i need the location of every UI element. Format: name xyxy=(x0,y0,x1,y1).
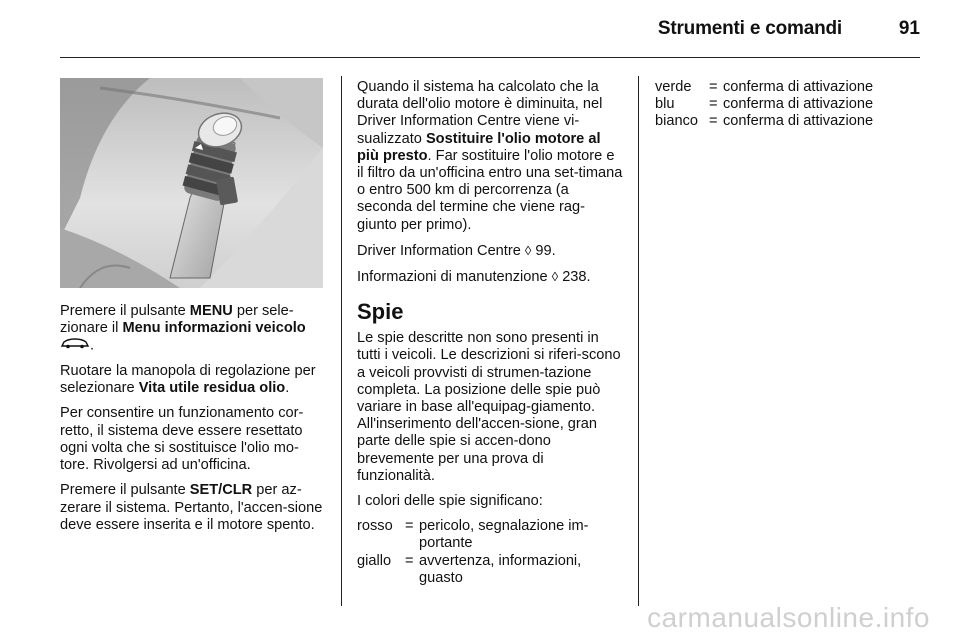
color-meaning: pericolo, segnalazione im-portante xyxy=(419,518,589,552)
color-name: giallo xyxy=(357,552,392,569)
color-name: verde xyxy=(655,79,692,95)
watermark: carmanualsonline.info xyxy=(647,602,930,633)
reference-maintenance xyxy=(357,268,623,286)
car-icon xyxy=(60,337,90,354)
reference-page: 238. xyxy=(558,269,591,286)
text: Ruotare la manopola di regolazione per selezionare xyxy=(60,363,316,397)
menu-name: Menu informazioni veicolo xyxy=(122,320,306,337)
color-meaning-table xyxy=(655,79,915,131)
text: . xyxy=(285,380,290,397)
text: Premere il pulsante xyxy=(60,482,190,499)
page-reference-icon: ◊ xyxy=(524,242,532,258)
section-heading: Spie xyxy=(357,299,404,325)
column-divider-1 xyxy=(341,76,342,606)
paragraph-oil-change xyxy=(357,79,623,234)
paragraph-colors-intro: I colori delle spie significano: xyxy=(357,493,543,510)
page-reference-icon: ◊ xyxy=(551,269,559,285)
message-name: Sostituire l'olio motore al più presto xyxy=(357,130,601,164)
text: . Far sostituire l'olio motore e il filtro da un'officina entro una set-timana o entro 500 km di percorrenza (a seconda del termine che viene rag-giunto per primo). xyxy=(357,147,623,233)
stalk-control-photo xyxy=(60,78,323,288)
reference-driver-info xyxy=(357,242,623,260)
equals-sign: = xyxy=(709,79,718,95)
color-meaning-table xyxy=(357,518,623,587)
table-row xyxy=(655,96,915,113)
paragraph-rotate xyxy=(60,363,326,397)
stalk-illustration xyxy=(60,78,323,288)
paragraph-spie: Le spie descritte non sono presenti in tutti i veicoli. Le descrizioni si riferi-scono a veicoli provvisti di strumen-tazione completa. La posizione delle spie può variare in base all'equipag-giamento. All'inserimento dell'accen-sione, gran parte delle spie si accen-dono brevemente per una prova di funzionalità. xyxy=(357,330,621,484)
equals-sign: = xyxy=(405,518,414,535)
paragraph-reset-info: Per consentire un funzionamento cor-retto, il sistema deve essere resettato ogni volta che si sostituisce l'olio mo-tore. Rivolgersi ad un'officina. xyxy=(60,405,304,474)
text: per az-zerare il sistema. Pertanto, l'accen-sione deve essere inserita e il motore spento. xyxy=(60,482,323,533)
color-meaning: avvertenza, informazioni, guasto xyxy=(419,552,582,586)
page-number: 91 xyxy=(898,18,920,39)
column-divider-2 xyxy=(638,76,639,606)
paragraph-set-clr xyxy=(60,482,326,534)
table-row xyxy=(357,553,623,587)
text: . xyxy=(90,337,95,354)
equals-sign: = xyxy=(405,552,414,569)
reference-label: Driver Information Centre xyxy=(357,242,521,259)
table-row xyxy=(357,518,623,552)
color-meaning: conferma di attivazione xyxy=(723,113,874,130)
set-clr-button-label: SET/CLR xyxy=(189,482,253,499)
column-3 xyxy=(655,79,915,131)
column-1 xyxy=(60,303,326,542)
color-name: blu xyxy=(655,96,675,113)
menu-button-label: MENU xyxy=(189,303,233,319)
menu-item-name: Vita utile residua olio xyxy=(138,380,286,397)
color-meaning: conferma di attivazione xyxy=(723,79,874,95)
reference-label: Informazioni di manutenzione xyxy=(357,269,548,286)
text: per sele- zionare il xyxy=(60,303,294,337)
page-header xyxy=(0,0,960,58)
table-row xyxy=(655,79,915,96)
header-rule xyxy=(60,57,920,58)
text: Premere il pulsante xyxy=(60,303,190,319)
column-2 xyxy=(357,79,623,587)
color-meaning: conferma di attivazione xyxy=(723,96,874,113)
reference-page: 99. xyxy=(531,242,556,259)
color-name: rosso xyxy=(357,518,393,535)
equals-sign: = xyxy=(709,113,718,130)
equals-sign: = xyxy=(709,96,718,113)
table-row xyxy=(655,113,915,130)
text: Quando il sistema ha calcolato che la durata dell'olio motore è diminuita, nel Driver Information Centre viene vi-sualizzato xyxy=(357,79,603,147)
color-name: bianco xyxy=(655,113,699,130)
paragraph-menu xyxy=(60,303,326,355)
page-header-title: Strumenti e comandi xyxy=(657,18,842,39)
